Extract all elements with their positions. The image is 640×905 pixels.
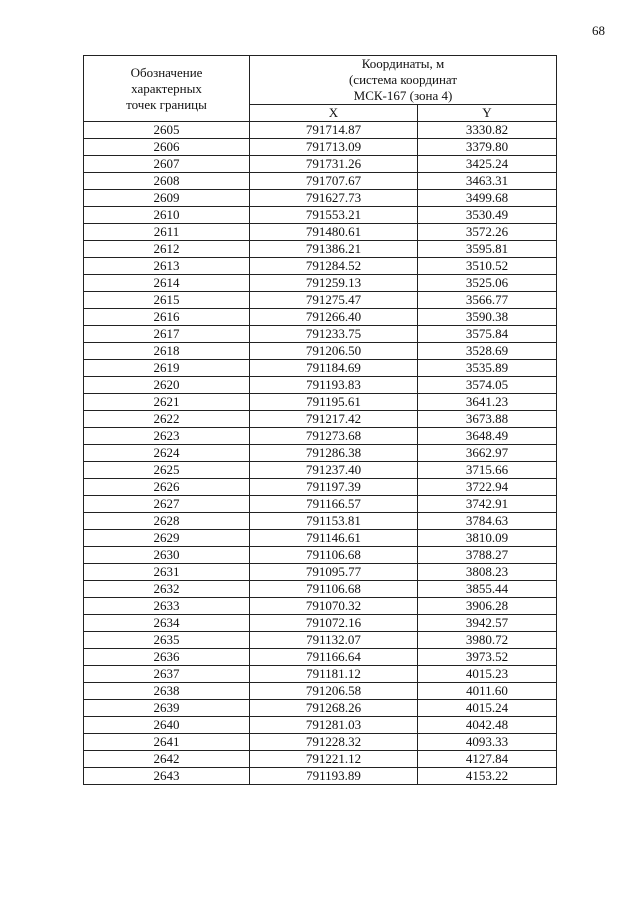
table-row bbox=[84, 343, 557, 360]
table-row bbox=[84, 122, 557, 139]
x-coordinate-cell: 791221.12 bbox=[250, 751, 418, 768]
x-coordinate-cell: 791072.16 bbox=[250, 615, 418, 632]
x-header: X bbox=[250, 105, 418, 122]
header-line: точек границы bbox=[126, 96, 207, 112]
y-coordinate-cell: 3648.49 bbox=[418, 428, 557, 445]
x-coordinate-cell: 791166.64 bbox=[250, 649, 418, 666]
y-coordinate-cell: 3906.28 bbox=[418, 598, 557, 615]
table-row bbox=[84, 190, 557, 207]
y-coordinate-cell: 3784.63 bbox=[418, 513, 557, 530]
y-coordinate-cell: 3425.24 bbox=[418, 156, 557, 173]
table-row bbox=[84, 768, 557, 785]
x-coordinate-cell: 791206.58 bbox=[250, 683, 418, 700]
x-coordinate-cell: 791070.32 bbox=[250, 598, 418, 615]
point-id-cell: 2605 bbox=[84, 122, 250, 139]
y-coordinate-cell: 3528.69 bbox=[418, 343, 557, 360]
point-id-cell: 2638 bbox=[84, 683, 250, 700]
point-id-cell: 2630 bbox=[84, 547, 250, 564]
y-coordinate-cell: 3788.27 bbox=[418, 547, 557, 564]
point-id-cell: 2636 bbox=[84, 649, 250, 666]
table-row bbox=[84, 173, 557, 190]
x-coordinate-cell: 791266.40 bbox=[250, 309, 418, 326]
y-coordinate-cell: 4093.33 bbox=[418, 734, 557, 751]
point-id-cell: 2626 bbox=[84, 479, 250, 496]
point-id-cell: 2609 bbox=[84, 190, 250, 207]
table-row bbox=[84, 428, 557, 445]
point-id-cell: 2623 bbox=[84, 428, 250, 445]
x-coordinate-cell: 791273.68 bbox=[250, 428, 418, 445]
y-coordinate-cell: 3808.23 bbox=[418, 564, 557, 581]
table-row bbox=[84, 751, 557, 768]
x-coordinate-cell: 791480.61 bbox=[250, 224, 418, 241]
table-row bbox=[84, 258, 557, 275]
header-line: МСК-167 (зона 4) bbox=[353, 88, 453, 103]
point-id-cell: 2612 bbox=[84, 241, 250, 258]
y-coordinate-cell: 3973.52 bbox=[418, 649, 557, 666]
table-row bbox=[84, 734, 557, 751]
point-id-cell: 2615 bbox=[84, 292, 250, 309]
y-coordinate-cell: 3742.91 bbox=[418, 496, 557, 513]
point-id-cell: 2642 bbox=[84, 751, 250, 768]
table-row bbox=[84, 717, 557, 734]
x-coordinate-cell: 791553.21 bbox=[250, 207, 418, 224]
x-coordinate-cell: 791386.21 bbox=[250, 241, 418, 258]
y-coordinate-cell: 4153.22 bbox=[418, 768, 557, 785]
table-row bbox=[84, 700, 557, 717]
y-coordinate-cell: 3525.06 bbox=[418, 275, 557, 292]
table-row bbox=[84, 649, 557, 666]
y-coordinate-cell: 3590.38 bbox=[418, 309, 557, 326]
y-coordinate-cell: 4015.23 bbox=[418, 666, 557, 683]
point-id-cell: 2628 bbox=[84, 513, 250, 530]
x-coordinate-cell: 791731.26 bbox=[250, 156, 418, 173]
table-row bbox=[84, 462, 557, 479]
point-designation-header bbox=[84, 56, 250, 122]
coordinates-header bbox=[250, 56, 557, 105]
table-row bbox=[84, 275, 557, 292]
point-id-cell: 2629 bbox=[84, 530, 250, 547]
point-id-cell: 2610 bbox=[84, 207, 250, 224]
point-id-cell: 2607 bbox=[84, 156, 250, 173]
y-coordinate-cell: 3535.89 bbox=[418, 360, 557, 377]
x-coordinate-cell: 791197.39 bbox=[250, 479, 418, 496]
y-coordinate-cell: 4011.60 bbox=[418, 683, 557, 700]
table-row bbox=[84, 241, 557, 258]
y-coordinate-cell: 4127.84 bbox=[418, 751, 557, 768]
x-coordinate-cell: 791132.07 bbox=[250, 632, 418, 649]
y-coordinate-cell: 3575.84 bbox=[418, 326, 557, 343]
y-coordinate-cell: 3530.49 bbox=[418, 207, 557, 224]
x-coordinate-cell: 791281.03 bbox=[250, 717, 418, 734]
y-coordinate-cell: 3810.09 bbox=[418, 530, 557, 547]
table-row bbox=[84, 530, 557, 547]
x-coordinate-cell: 791217.42 bbox=[250, 411, 418, 428]
point-id-cell: 2613 bbox=[84, 258, 250, 275]
x-coordinate-cell: 791195.61 bbox=[250, 394, 418, 411]
table-row bbox=[84, 513, 557, 530]
x-coordinate-cell: 791237.40 bbox=[250, 462, 418, 479]
table-row bbox=[84, 683, 557, 700]
y-coordinate-cell: 3942.57 bbox=[418, 615, 557, 632]
x-coordinate-cell: 791233.75 bbox=[250, 326, 418, 343]
point-id-cell: 2635 bbox=[84, 632, 250, 649]
y-coordinate-cell: 3574.05 bbox=[418, 377, 557, 394]
x-coordinate-cell: 791193.83 bbox=[250, 377, 418, 394]
point-id-cell: 2639 bbox=[84, 700, 250, 717]
point-id-cell: 2631 bbox=[84, 564, 250, 581]
table-row bbox=[84, 360, 557, 377]
header-line: Координаты, м bbox=[361, 56, 445, 71]
table-row bbox=[84, 394, 557, 411]
y-coordinate-cell: 4042.48 bbox=[418, 717, 557, 734]
y-coordinate-cell: 3566.77 bbox=[418, 292, 557, 309]
point-id-cell: 2608 bbox=[84, 173, 250, 190]
x-coordinate-cell: 791275.47 bbox=[250, 292, 418, 309]
y-coordinate-cell: 3463.31 bbox=[418, 173, 557, 190]
table-row bbox=[84, 326, 557, 343]
y-coordinate-cell: 3715.66 bbox=[418, 462, 557, 479]
x-coordinate-cell: 791166.57 bbox=[250, 496, 418, 513]
table-row bbox=[84, 632, 557, 649]
x-coordinate-cell: 791286.38 bbox=[250, 445, 418, 462]
table-row bbox=[84, 666, 557, 683]
x-coordinate-cell: 791193.89 bbox=[250, 768, 418, 785]
x-coordinate-cell: 791106.68 bbox=[250, 547, 418, 564]
table-row bbox=[84, 496, 557, 513]
x-coordinate-cell: 791284.52 bbox=[250, 258, 418, 275]
x-coordinate-cell: 791228.32 bbox=[250, 734, 418, 751]
point-id-cell: 2622 bbox=[84, 411, 250, 428]
point-id-cell: 2625 bbox=[84, 462, 250, 479]
x-coordinate-cell: 791146.61 bbox=[250, 530, 418, 547]
point-id-cell: 2633 bbox=[84, 598, 250, 615]
header-line: характерных bbox=[131, 80, 202, 96]
x-coordinate-cell: 791627.73 bbox=[250, 190, 418, 207]
x-coordinate-cell: 791268.26 bbox=[250, 700, 418, 717]
table-body bbox=[84, 122, 557, 785]
point-id-cell: 2619 bbox=[84, 360, 250, 377]
table-row bbox=[84, 207, 557, 224]
y-coordinate-cell: 3722.94 bbox=[418, 479, 557, 496]
table-row bbox=[84, 581, 557, 598]
x-coordinate-cell: 791095.77 bbox=[250, 564, 418, 581]
y-coordinate-cell: 3855.44 bbox=[418, 581, 557, 598]
page-number: 68 bbox=[592, 23, 605, 38]
table-row bbox=[84, 564, 557, 581]
table-row bbox=[84, 445, 557, 462]
table-row bbox=[84, 139, 557, 156]
y-coordinate-cell: 3595.81 bbox=[418, 241, 557, 258]
x-coordinate-cell: 791181.12 bbox=[250, 666, 418, 683]
table-row bbox=[84, 479, 557, 496]
point-id-cell: 2632 bbox=[84, 581, 250, 598]
y-coordinate-cell: 3499.68 bbox=[418, 190, 557, 207]
x-coordinate-cell: 791713.09 bbox=[250, 139, 418, 156]
table-row bbox=[84, 411, 557, 428]
point-id-cell: 2617 bbox=[84, 326, 250, 343]
y-coordinate-cell: 3641.23 bbox=[418, 394, 557, 411]
y-coordinate-cell: 3662.97 bbox=[418, 445, 557, 462]
x-coordinate-cell: 791153.81 bbox=[250, 513, 418, 530]
x-coordinate-cell: 791184.69 bbox=[250, 360, 418, 377]
point-id-cell: 2616 bbox=[84, 309, 250, 326]
y-coordinate-cell: 3379.80 bbox=[418, 139, 557, 156]
point-id-cell: 2611 bbox=[84, 224, 250, 241]
table-row bbox=[84, 547, 557, 564]
y-coordinate-cell: 3572.26 bbox=[418, 224, 557, 241]
point-id-cell: 2627 bbox=[84, 496, 250, 513]
point-id-cell: 2634 bbox=[84, 615, 250, 632]
point-id-cell: 2624 bbox=[84, 445, 250, 462]
x-coordinate-cell: 791259.13 bbox=[250, 275, 418, 292]
x-coordinate-cell: 791707.67 bbox=[250, 173, 418, 190]
table-row bbox=[84, 292, 557, 309]
table-row bbox=[84, 598, 557, 615]
y-coordinate-cell: 3330.82 bbox=[418, 122, 557, 139]
y-coordinate-cell: 3980.72 bbox=[418, 632, 557, 649]
table-row bbox=[84, 224, 557, 241]
point-id-cell: 2643 bbox=[84, 768, 250, 785]
y-coordinate-cell: 3510.52 bbox=[418, 258, 557, 275]
table-row bbox=[84, 309, 557, 326]
x-coordinate-cell: 791106.68 bbox=[250, 581, 418, 598]
header-line: (система координат bbox=[348, 72, 458, 87]
x-coordinate-cell: 791714.87 bbox=[250, 122, 418, 139]
point-id-cell: 2621 bbox=[84, 394, 250, 411]
table-row bbox=[84, 615, 557, 632]
point-id-cell: 2620 bbox=[84, 377, 250, 394]
point-id-cell: 2637 bbox=[84, 666, 250, 683]
header-line: Обозначение bbox=[130, 64, 203, 80]
point-id-cell: 2614 bbox=[84, 275, 250, 292]
y-header: Y bbox=[418, 105, 557, 122]
point-id-cell: 2606 bbox=[84, 139, 250, 156]
y-coordinate-cell: 3673.88 bbox=[418, 411, 557, 428]
point-id-cell: 2618 bbox=[84, 343, 250, 360]
table-row bbox=[84, 377, 557, 394]
point-id-cell: 2640 bbox=[84, 717, 250, 734]
point-id-cell: 2641 bbox=[84, 734, 250, 751]
coordinates-table bbox=[83, 55, 557, 785]
x-coordinate-cell: 791206.50 bbox=[250, 343, 418, 360]
y-coordinate-cell: 4015.24 bbox=[418, 700, 557, 717]
table-row bbox=[84, 156, 557, 173]
